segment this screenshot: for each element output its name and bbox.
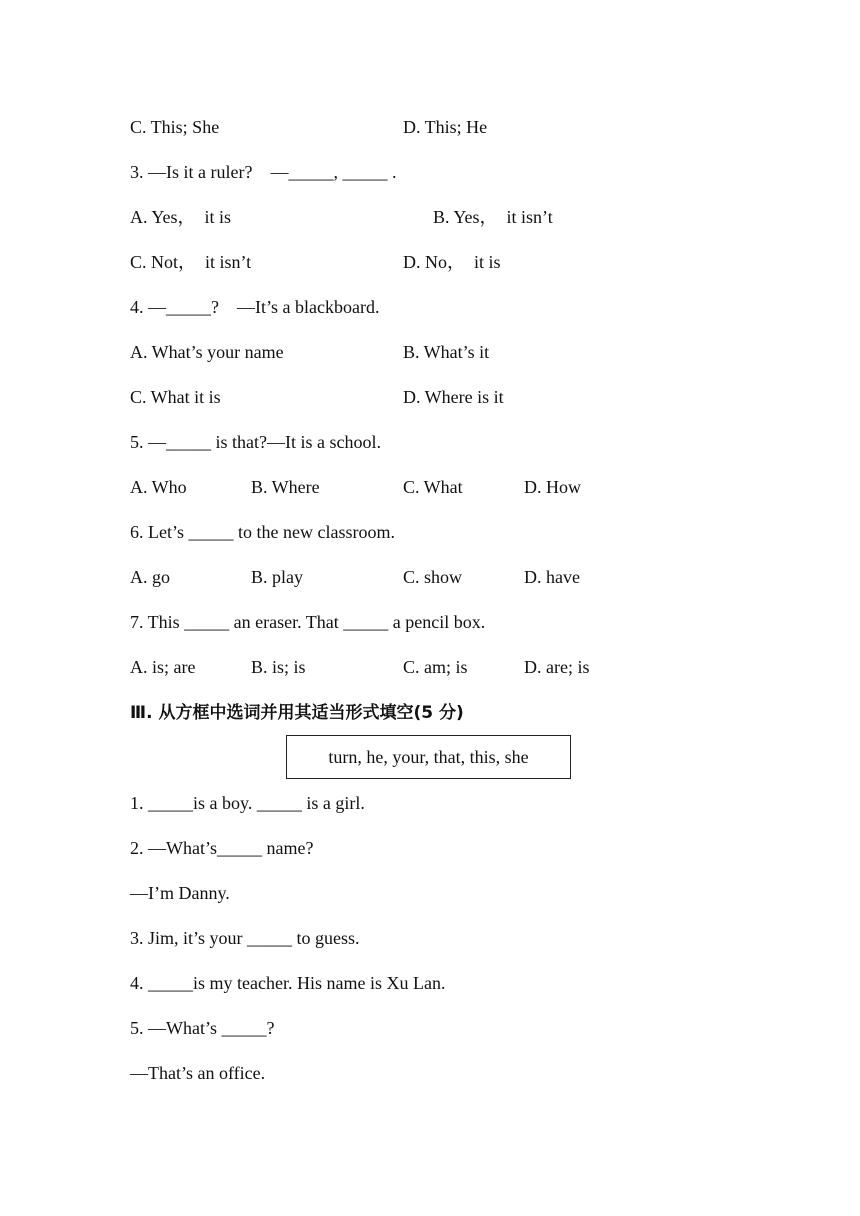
q3-stem: 3. —Is it a ruler? —_____, _____ . (130, 162, 397, 182)
q4-option-a: A. What’s your name (130, 342, 284, 362)
q5-option-b: B. Where (251, 477, 320, 497)
q3-option-a: A. Yes， it is (130, 207, 232, 227)
q2-option-c: C. This; She (130, 117, 220, 137)
q3-option-d: D. No， it is (403, 252, 501, 272)
fill-item-4: 4. _____is my teacher. His name is Xu Lan. (130, 973, 446, 993)
q7-option-c: C. am; is (403, 657, 468, 677)
fill-item-1: 1. _____is a boy. _____ is a girl. (130, 793, 365, 813)
q5-option-a: A. Who (130, 477, 187, 497)
q5-option-c: C. What (403, 477, 463, 497)
q7-option-a: A. is; are (130, 657, 196, 677)
q4-option-b: B. What’s it (403, 342, 490, 362)
q6-option-d: D. have (524, 567, 580, 587)
q6-option-c: C. show (403, 567, 463, 587)
q6-option-b: B. play (251, 567, 303, 587)
q5-stem: 5. —_____ is that?—It is a school. (130, 432, 381, 452)
q4-stem: 4. —_____? —It’s a blackboard. (130, 297, 380, 317)
fill-item-2-answer-line: —I’m Danny. (130, 883, 230, 903)
fill-item-3: 3. Jim, it’s your _____ to guess. (130, 928, 360, 948)
section-3-heading: Ⅲ. 从方框中选词并用其适当形式填空(5 分) (130, 703, 464, 723)
q4-option-c: C. What it is (130, 387, 221, 407)
word-bank-text: turn, he, your, that, this, she (328, 746, 529, 767)
word-bank-box (286, 735, 571, 779)
q6-option-a: A. go (130, 567, 170, 587)
fill-item-5-answer-line: —That’s an office. (130, 1063, 266, 1083)
q3-option-b: B. Yes， it isn’t (433, 207, 553, 227)
q7-option-d: D. are; is (524, 657, 590, 677)
q7-stem: 7. This _____ an eraser. That _____ a pencil box. (130, 612, 486, 632)
fill-item-5: 5. —What’s _____? (130, 1018, 275, 1038)
q7-option-b: B. is; is (251, 657, 306, 677)
q4-option-d: D. Where is it (403, 387, 504, 407)
q3-option-c: C. Not， it isn’t (130, 252, 252, 272)
fill-item-2: 2. —What’s_____ name? (130, 838, 314, 858)
q2-option-d: D. This; He (403, 117, 488, 137)
q6-stem: 6. Let’s _____ to the new classroom. (130, 522, 395, 542)
q5-option-d: D. How (524, 477, 581, 497)
